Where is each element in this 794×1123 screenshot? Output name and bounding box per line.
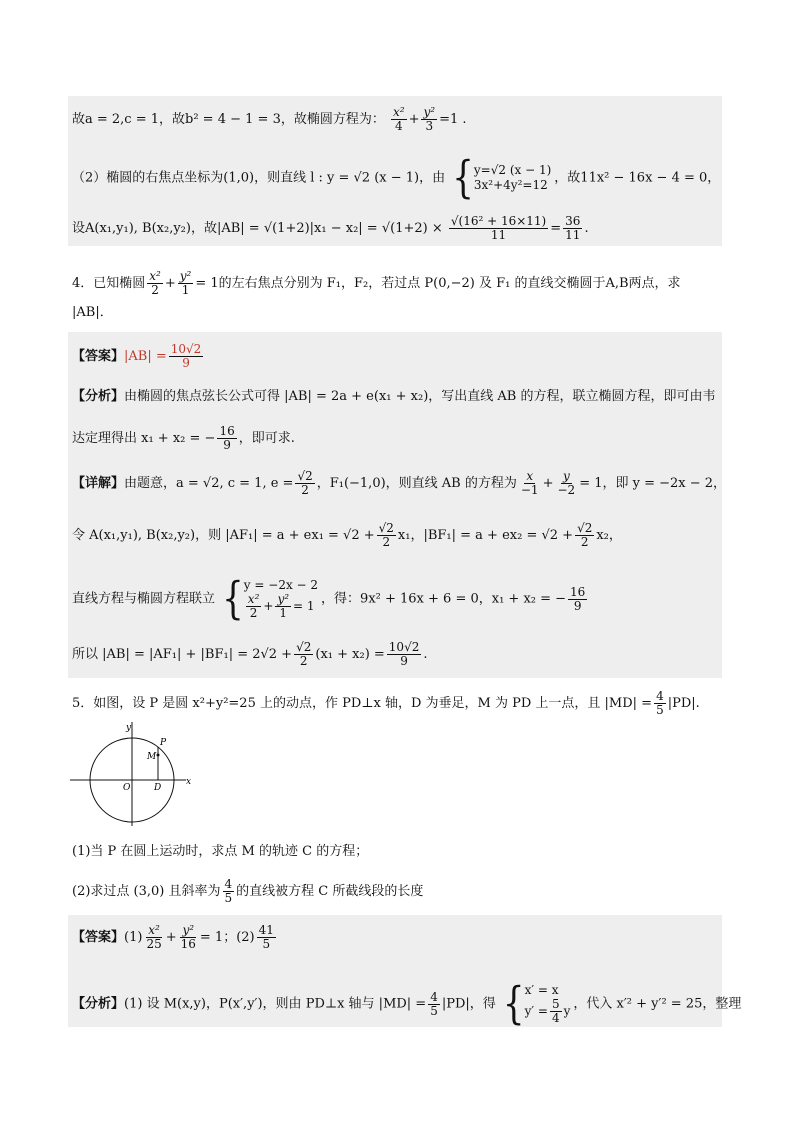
solution-line-3: 设A(x₁,y₁), B(x₂,y₂)，故|AB| = √(1+2)|x₁ − x₂| = √(1+2) × $\frac{\text{√(16² + 16×11)}}{11}$ = $\frac{36}{11}$ . <box>72 214 589 242</box>
question-5-part-2: (2)求过点 (3,0) 且斜率为 $\frac{4}{5}$ 的直线被方程 C 所截线段的长度 <box>72 877 424 905</box>
question-5-part-1: (1)当 P 在圆上运动时，求点 M 的轨迹 C 的方程； <box>72 844 369 859</box>
solution-line-1: 故a = 2,c = 1，故b² = 4 − 1 = 3，故椭圆方程为： $\frac{\text{x²}}{4}$ + $\frac{\text{y²}}{3}$ =1 . <box>72 105 467 133</box>
circle-figure <box>66 718 202 828</box>
axis-x-label: x <box>186 777 192 787</box>
point-m-label: M <box>147 752 157 762</box>
analysis-4-cont: 达定理得出 x₁ + x₂ = − $\frac{16}{9}$ ，即可求. <box>72 424 295 452</box>
question-5: 5．如图，设 P 是圆 x²+y²=25 上的动点，作 PD⊥x 轴，D 为垂足，M 为 PD 上一点，且 |MD| = $\frac{4}{5}$ |PD|. <box>72 689 700 717</box>
point-p-label: P <box>160 738 167 748</box>
solution-line-2: （2）椭圆的右焦点坐标为(1,0)，则直线 l : y = √2 (x − 1)，由 { y=√2 (x − 1) 3x²+4y²=12 ，故11x² − 16x − 4 = 0， <box>72 152 721 204</box>
question-4: 4．已知椭圆 $\frac{\text{x²}}{2}$ + $\frac{\text{y²}}{1}$ = 1的左右焦点分别为 F₁，F₂，若过点 P(0,−2) 及 F₁ 的直线交椭圆于A,B两点，求 <box>72 269 681 297</box>
origin-label: O <box>123 783 131 793</box>
detail-4-line-4: 所以 |AB| = |AF₁| + |BF₁| = 2√2 + $\frac{√2}{2}$ (x₁ + x₂) = $\frac{10√2}{9}$ . <box>72 640 428 668</box>
point-d-label: D <box>154 783 162 793</box>
analysis-4: 【分析】由椭圆的焦点弦长公式可得 |AB| = 2a + e(x₁ + x₂)，写出直线 AB 的方程，联立椭圆方程，即可由韦 <box>72 389 716 404</box>
axis-y-label: y <box>126 723 132 733</box>
question-4-cont: |AB|． <box>72 305 113 320</box>
answer-5: 【答案】(1) $\frac{\text{x²}}{25}$ + $\frac{\text{y²}}{16}$ = 1；(2) $\frac{41}{5}$ <box>72 923 274 951</box>
detail-4-line-2: 令 A(x₁,y₁), B(x₂,y₂)，则 |AF₁| = a + ex₁ = √2 + $\frac{√2}{2}$ x₁，|BF₁| = a + ex₂ = √2 + $\frac{√2}{2}$ x₂， <box>72 521 622 549</box>
equation-system: { y=√2 (x − 1) 3x²+4y²=12 <box>452 152 552 204</box>
detail-4-line-3: 直线方程与椭圆方程联立 { y = −2x − 2 $\frac{\text{x²}}{2}$ + $\frac{\text{y²}}{1}$ = 1 ，得：9x² + 16x + 6 = 0，x₁ + x₂ = − $\frac{16}{9}$ <box>72 573 586 625</box>
answer-4: 【答案】|AB| = $\frac{10√2}{9}$ <box>72 342 202 370</box>
solution-block-4 <box>68 332 722 678</box>
analysis-5: 【分析】(1) 设 M(x,y)，P(x′,y′)，则由 PD⊥x 轴与 |MD| = $\frac{4}{5}$ |PD|，得 { x′ = x y′ = $\frac{5}{4}$ y ，代入 x′² + y′² = 25，整理 <box>72 978 742 1030</box>
detail-4-line-1: 【详解】由题意，a = √2, c = 1, e = $\frac{√2}{2}$ ，F₁(−1,0)，则直线 AB 的方程为 $\frac{x}{-1}$ + $\frac{y}{-2}$ = 1，即 y = −2x − 2， <box>72 469 727 497</box>
